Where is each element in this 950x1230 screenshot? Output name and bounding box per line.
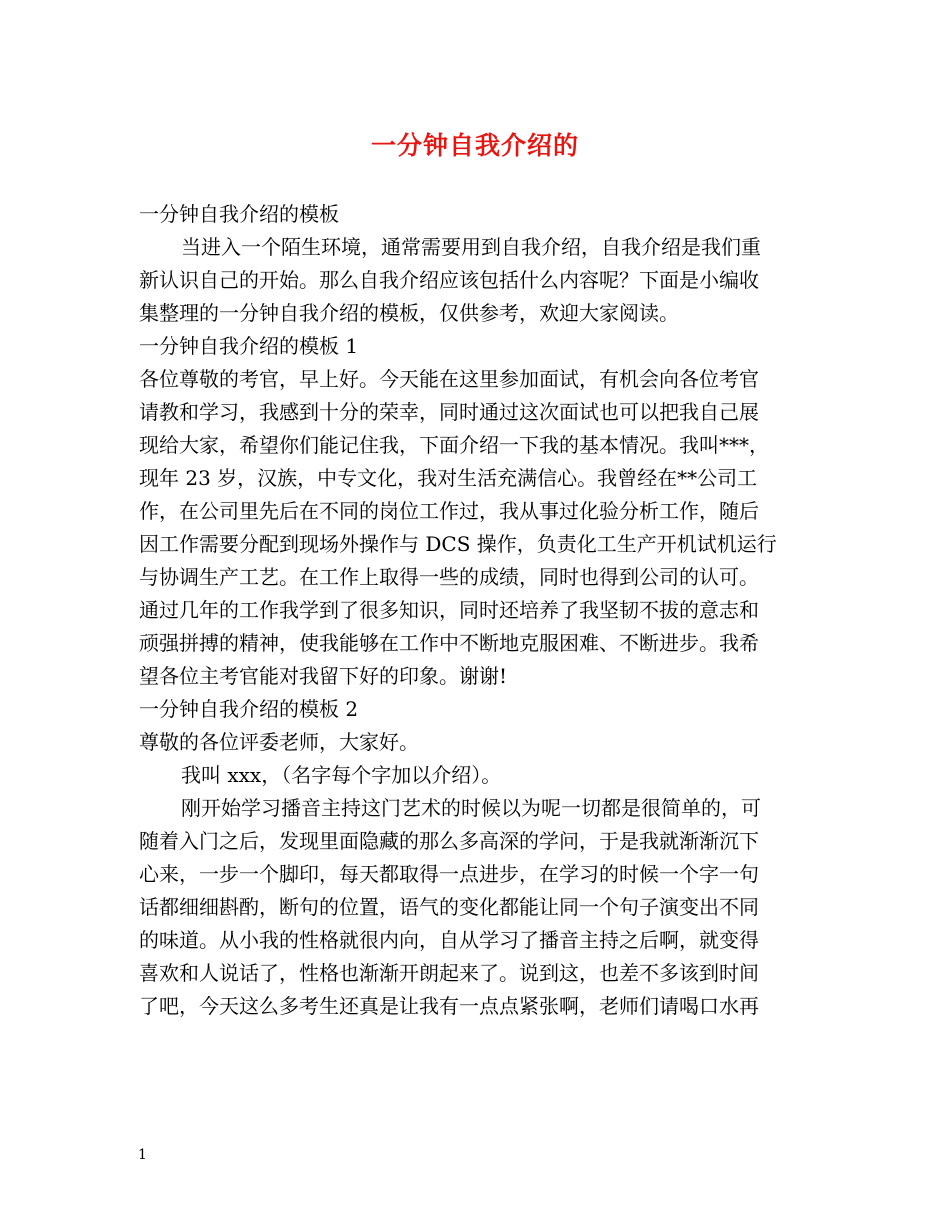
- text-line: 现年 23 岁，汉族，中专文化，我对生活充满信心。我曾经在**公司工: [139, 466, 758, 490]
- text-line: 喜欢和人说话了，性格也渐渐开朗起来了。说到这，也差不多该到时间: [139, 961, 759, 985]
- text-line: 心来，一步一个脚印，每天都取得一点进步，在学习的时候一个字一句: [139, 862, 759, 886]
- text-line: 话都细细斟酌，断句的位置，语气的变化都能让同一个句子演变出不同: [139, 895, 759, 919]
- text-line: 因工作需要分配到现场外操作与 DCS 操作，负责化工生产开机试机运行: [139, 532, 777, 556]
- text-line: 刚开始学习播音主持这门艺术的时候以为呢一切都是很简单的，可: [181, 796, 761, 820]
- page-number: 1: [138, 1147, 147, 1163]
- text-line: 一分钟自我介绍的模板 1: [139, 334, 359, 358]
- text-line: 望各位主考官能对我留下好的印象。谢谢!: [139, 664, 508, 688]
- text-line: 新认识自己的开始。那么自我介绍应该包括什么内容呢？下面是小编收: [139, 268, 759, 292]
- document-body: [139, 198, 819, 1023]
- text-line: 我叫 xxx，（名字每个字加以介绍）。: [181, 763, 502, 787]
- text-line: 尊敬的各位评委老师，大家好。: [139, 730, 419, 754]
- text-line: 顽强拼搏的精神，使我能够在工作中不断地克服困难、不断进步。我希: [139, 631, 759, 655]
- text-line: 一分钟自我介绍的模板 2: [139, 697, 359, 721]
- text-line: 作，在公司里先后在不同的岗位工作过，我从事过化验分析工作，随后: [139, 499, 759, 523]
- text-line: 集整理的一分钟自我介绍的模板，仅供参考，欢迎大家阅读。: [139, 301, 679, 325]
- text-line: 随着入门之后，发现里面隐藏的那么多高深的学问，于是我就渐渐沉下: [139, 829, 759, 853]
- text-line: 通过几年的工作我学到了很多知识，同时还培养了我坚韧不拔的意志和: [139, 598, 759, 622]
- text-line: 了吧，今天这么多考生还真是让我有一点点紧张啊，老师们请喝口水再: [139, 994, 759, 1018]
- text-line: 当进入一个陌生环境，通常需要用到自我介绍，自我介绍是我们重: [181, 235, 761, 259]
- text-line: 与协调生产工艺。在工作上取得一些的成绩，同时也得到公司的认可。: [139, 565, 759, 589]
- text-line: 一分钟自我介绍的模板: [139, 202, 339, 226]
- document-title: 一分钟自我介绍的: [370, 131, 579, 160]
- text-line: 请教和学习，我感到十分的荣幸，同时通过这次面试也可以把我自己展: [139, 400, 759, 424]
- text-line: 现给大家，希望你们能记住我，下面介绍一下我的基本情况。我叫***，: [139, 433, 769, 457]
- text-line: 的味道。从小我的性格就很内向，自从学习了播音主持之后啊，就变得: [139, 928, 759, 952]
- text-line: 各位尊敬的考官，早上好。今天能在这里参加面试，有机会向各位考官: [139, 367, 759, 391]
